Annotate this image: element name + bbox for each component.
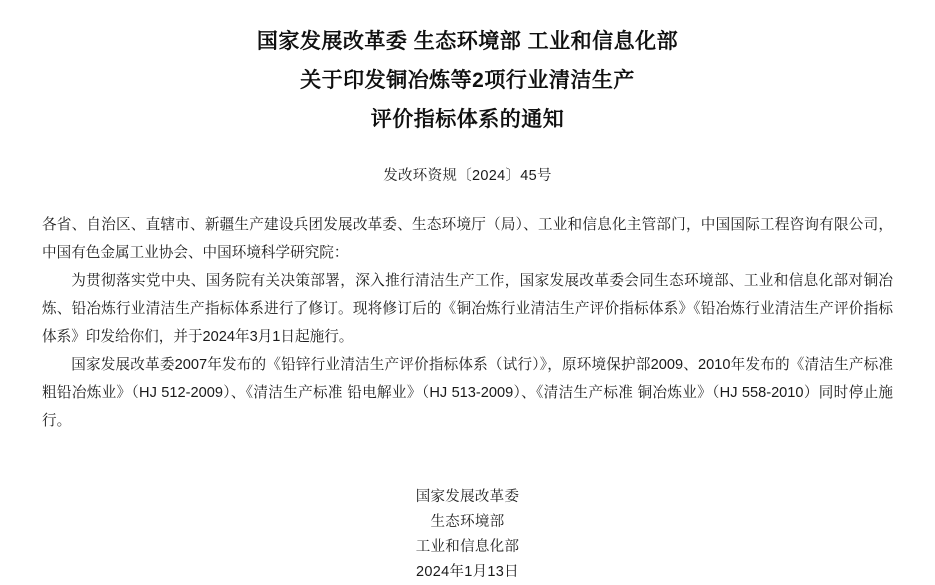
signature-line-2: 生态环境部 (430, 514, 505, 530)
document-signature (42, 485, 893, 585)
signature-line-1: 国家发展改革委 (415, 489, 520, 505)
document-title (118, 22, 818, 139)
title-line-2: 关于印发铜冶炼等2项行业清洁生产 (300, 69, 635, 92)
title-line-1: 国家发展改革委 生态环境部 工业和信息化部 (256, 30, 679, 53)
title-line-3: 评价指标体系的通知 (370, 108, 565, 131)
signature-date: 2024年1月13日 (416, 564, 519, 580)
paragraph-recipients: 各省、自治区、直辖市、新疆生产建设兵团发展改革委、生态环境厅（局）、工业和信息化主管部门，中国国际工程咨询有限公司，中国有色金属工业协会、中国环境科学研究院： (42, 217, 893, 261)
document-body (42, 211, 893, 435)
signature-line-3: 工业和信息化部 (415, 539, 520, 555)
paragraph-body-1: 为贯彻落实党中央、国务院有关决策部署，深入推行清洁生产工作，国家发展改革委会同生态环境部、工业和信息化部对铜冶炼、铅冶炼行业清洁生产指标体系进行了修订。现将修订后的《铜冶炼行业清洁生产评价指标体系》《铅冶炼行业清洁生产评价指标体系》印发给你们，并于2024年3月1日起施行。 (42, 273, 893, 345)
document-number: 发改环资规〔2024〕45号 (383, 168, 552, 184)
paragraph-body-2: 国家发展改革委2007年发布的《铅锌行业清洁生产评价指标体系（试行）》，原环境保护部2009、2010年发布的《清洁生产标准 粗铅冶炼业》（HJ 512-2009）、《清洁生产标准 铅电解业》（HJ 513-2009）、《清洁生产标准 铜冶炼业》（HJ 558-2010）同时停止施行。 (42, 357, 893, 429)
